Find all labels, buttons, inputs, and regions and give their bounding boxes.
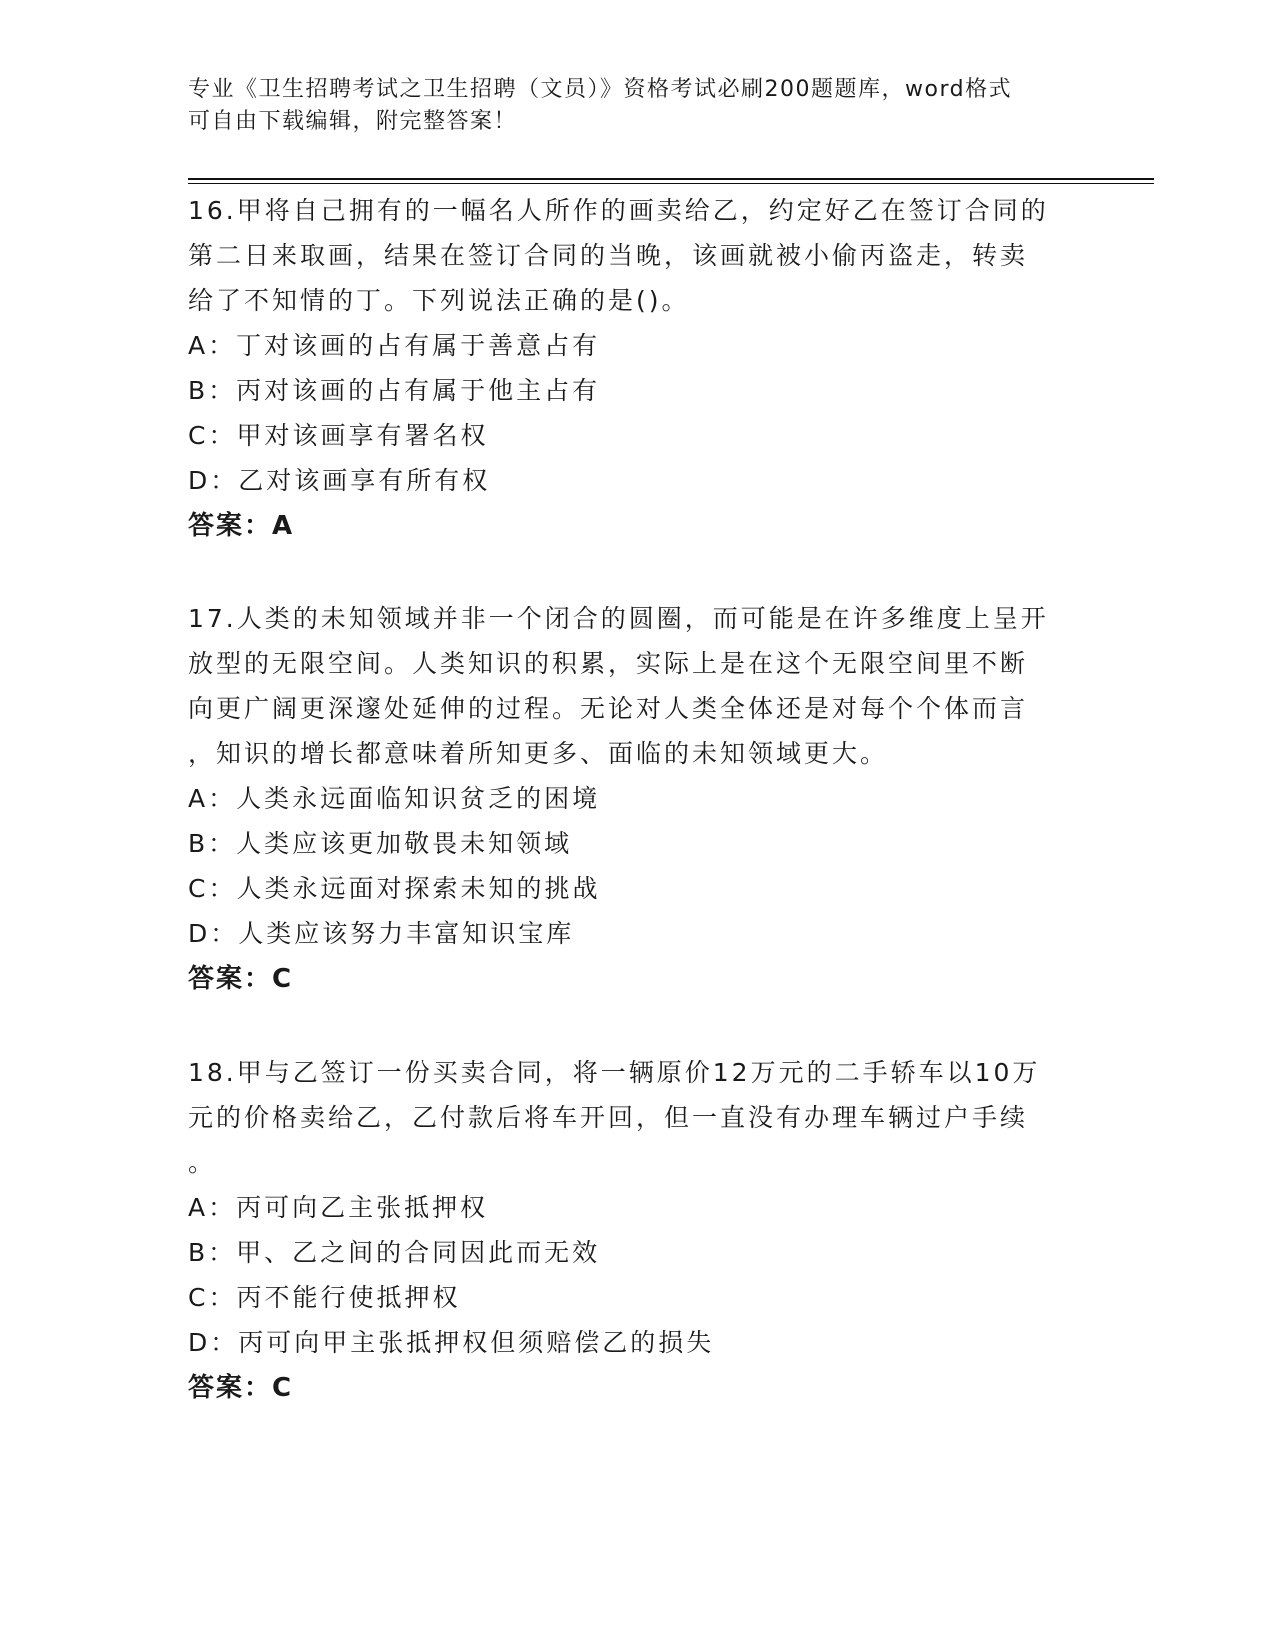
option-a: A：丙可向乙主张抵押权 [188,1193,489,1222]
option-c: C：人类永远面对探索未知的挑战 [188,874,601,903]
question-stem-line: 放型的无限空间。人类知识的积累，实际上是在这个无限空间里不断 [188,649,1029,678]
option-d: D：人类应该努力丰富知识宝库 [188,919,575,948]
option-b: B：人类应该更加敬畏未知领域 [188,829,573,858]
header-line-1: 专业《卫生招聘考试之卫生招聘（文员）》资格考试必刷200题题库，word格式 [188,77,1013,102]
question-stem-line: 18.甲与乙签订一份买卖合同，将一辆原价12万元的二手轿车以10万 [188,1058,1041,1087]
option-b: B：丙对该画的占有属于他主占有 [188,376,601,405]
question-stem-line: 16.甲将自己拥有的一幅名人所作的画卖给乙，约定好乙在签订合同的 [188,196,1049,225]
option-b: B：甲、乙之间的合同因此而无效 [188,1238,601,1267]
question-16 [188,188,1088,549]
question-stem-line: 向更广阔更深邃处延伸的过程。无论对人类全体还是对每个个体而言 [188,694,1029,723]
option-d: D：丙可向甲主张抵押权但须赔偿乙的损失 [188,1328,715,1357]
option-a: A：人类永远面临知识贫乏的困境 [188,784,601,813]
document-header [188,74,1068,138]
option-d: D：乙对该画享有所有权 [188,466,491,495]
answer-label: 答案：A [188,511,295,541]
option-c: C：丙不能行使抵押权 [188,1283,461,1312]
answer-label: 答案：C [188,964,294,994]
question-stem-line: 。 [188,1148,217,1177]
question-18 [188,1050,1088,1411]
option-a: A：丁对该画的占有属于善意占有 [188,331,601,360]
question-stem-line: 第二日来取画，结果在签订合同的当晚，该画就被小偷丙盗走，转卖 [188,241,1029,270]
question-17 [188,596,1088,1002]
header-line-2: 可自由下载编辑，附完整答案！ [188,109,518,134]
question-stem-line: 17.人类的未知领域并非一个闭合的圆圈，而可能是在许多维度上呈开 [188,604,1049,633]
question-stem-line: ，知识的增长都意味着所知更多、面临的未知领域更大。 [188,739,889,768]
answer-label: 答案：C [188,1373,294,1403]
question-stem-line: 给了不知情的丁。下列说法正确的是()。 [188,286,690,315]
header-divider-thin [188,183,1154,184]
option-c: C：甲对该画享有署名权 [188,421,489,450]
header-divider-thick [188,178,1154,180]
question-stem-line: 元的价格卖给乙，乙付款后将车开回，但一直没有办理车辆过户手续 [188,1103,1029,1132]
